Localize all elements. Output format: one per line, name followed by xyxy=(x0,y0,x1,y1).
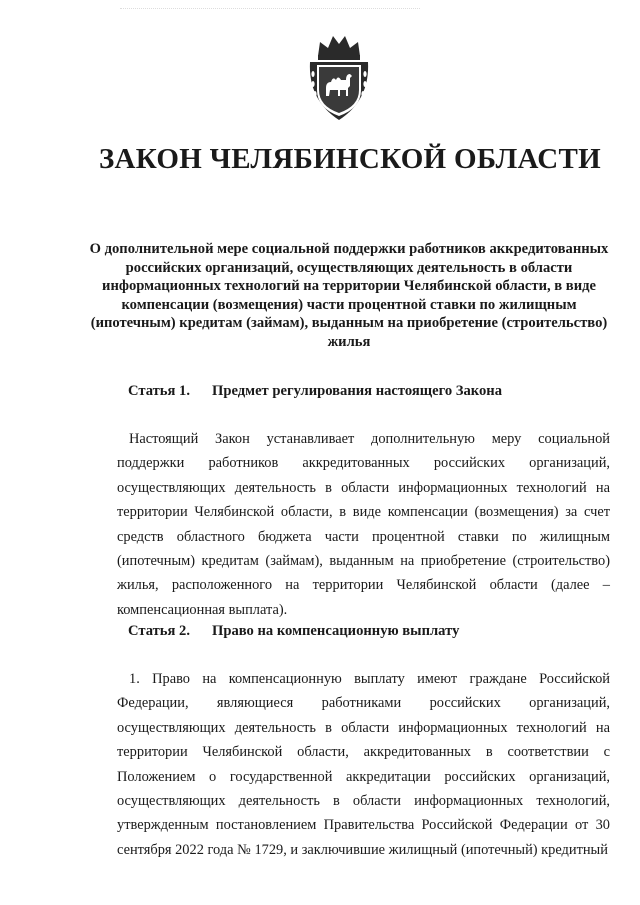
article-2-text: 1. Право на компенсационную выплату имеют граждане Российской Федерации, являющиеся работниками российских организаций, осуществляющих деятельность в области информационных технологий на территории Челябинской области, аккредитованных в соответствии с Положением о государственной аккредитации российских организаций, осуществляющих деятельность в области информационных технологий, утвержденным постановлением Правительства Российской Федерации от 30 сентября 2022 года № 1729, и заключившие жилищный (ипотечный) кредитный xyxy=(117,671,610,858)
law-subtitle: О дополнительной мере социальной поддержки работников аккредитованных российских организаций, осуществляющих деятельность в области информационных технологий на территории Челябинской области, в виде компенсации (возмещения) части процентной ставки по жилищным (ипотечным) кредитам (займам), выданным на приобретение (строительство) жилья xyxy=(89,241,609,350)
article-2-body xyxy=(117,667,610,862)
law-title: ЗАКОН ЧЕЛЯБИНСКОЙ ОБЛАСТИ xyxy=(98,143,602,175)
article-2-title: Право на компенсационную выплату xyxy=(212,623,460,639)
scan-artifact xyxy=(120,8,420,13)
article-1-body xyxy=(117,427,610,622)
article-2-heading xyxy=(128,623,459,640)
article-1-heading xyxy=(128,383,502,400)
article-2-number: Статья 2. xyxy=(128,623,190,639)
article-1-text: Настоящий Закон устанавливает дополнительную меру социальной поддержки работников аккредитованных российских организаций, осуществляющих деятельность в области информационных технологий на территории Челябинской области, в виде компенсации (возмещения) за счет средств областного бюджета части процентной ставки по жилищным (ипотечным) кредитам (займам), выданным на приобретение (строительство) жилья, расположенного на территории Челябинской области (далее – компенсационная выплата). xyxy=(117,431,610,618)
article-1-title: Предмет регулирования настоящего Закона xyxy=(212,383,503,399)
coat-of-arms-icon xyxy=(304,30,374,122)
article-1-number: Статья 1. xyxy=(128,383,190,399)
